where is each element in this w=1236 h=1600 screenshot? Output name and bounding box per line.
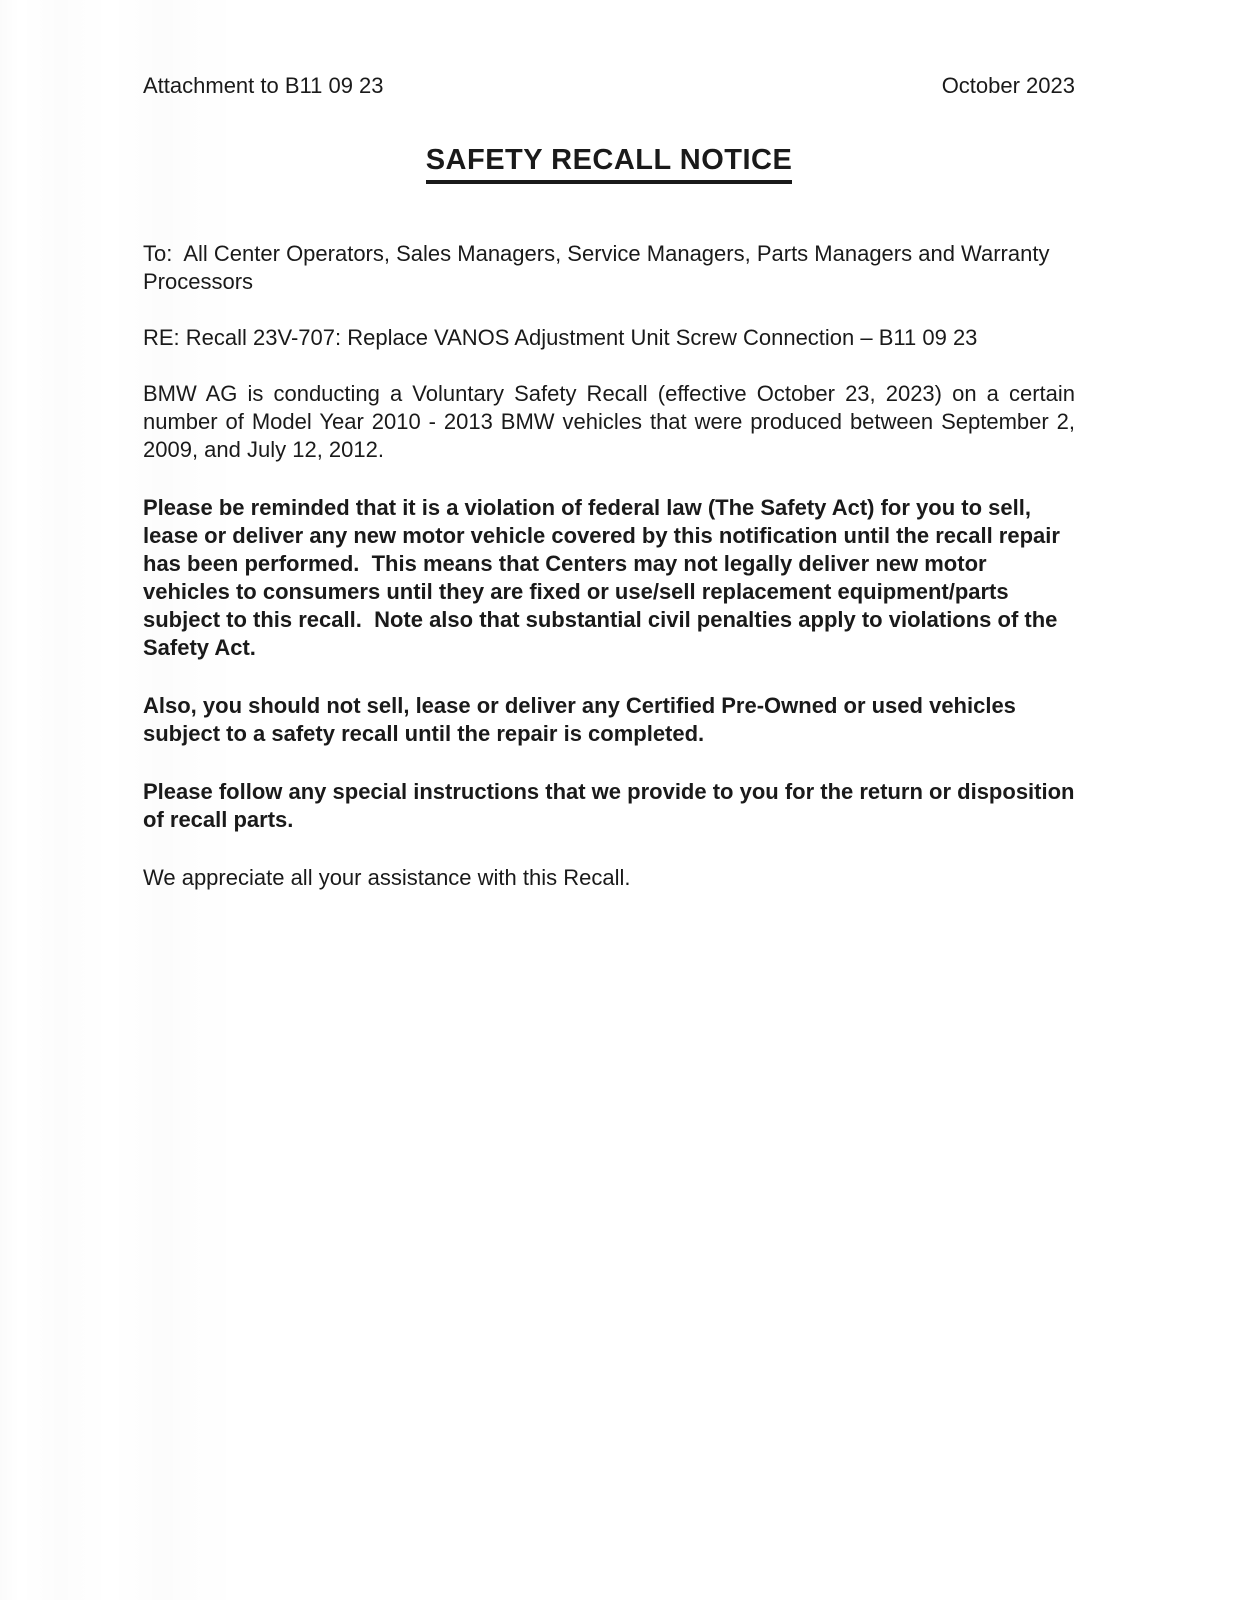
paragraph-closing: We appreciate all your assistance with this Recall.: [143, 865, 631, 890]
paragraph-re-subject: RE: Recall 23V-707: Replace VANOS Adjustment Unit Screw Connection – B11 09 23: [143, 325, 978, 350]
paragraph-violation-notice: Please be reminded that it is a violation of federal law (The Safety Act) for you to sell, lease or deliver any new motor vehicle covered by this notification until the recall repair has been performed. This means that Centers may not legally deliver new motor vehicles to consumers until they are fixed or use/sell replacement equipment/parts subject to this recall. Note also that substantial civil penalties apply to violations of the Safety Act.: [143, 495, 1067, 660]
document-content: [143, 72, 1082, 892]
document-header: [143, 72, 1075, 100]
paragraph-cpo-notice: Also, you should not sell, lease or deliver any Certified Pre-Owned or used vehicles subject to a safety recall until the repair is completed.: [143, 693, 1023, 746]
title-wrap: [143, 144, 1075, 184]
paragraph-instructions-notice: Please follow any special instructions that we provide to you for the return or disposition of recall parts.: [143, 779, 1081, 832]
paragraph-recall-intro: BMW AG is conducting a Voluntary Safety Recall (effective October 23, 2023) on a certain number of Model Year 2010 - 2013 BMW vehicles that were produced between September 2, 2009, and July 12, 2012.: [143, 381, 1082, 462]
page-title: SAFETY RECALL NOTICE: [426, 144, 793, 184]
header-attachment-reference: Attachment to B11 09 23: [143, 73, 384, 98]
header-date: October 2023: [941, 73, 1075, 98]
paragraph-to-recipients: To: All Center Operators, Sales Managers, Service Managers, Parts Managers and Warranty Processors: [143, 241, 1056, 294]
